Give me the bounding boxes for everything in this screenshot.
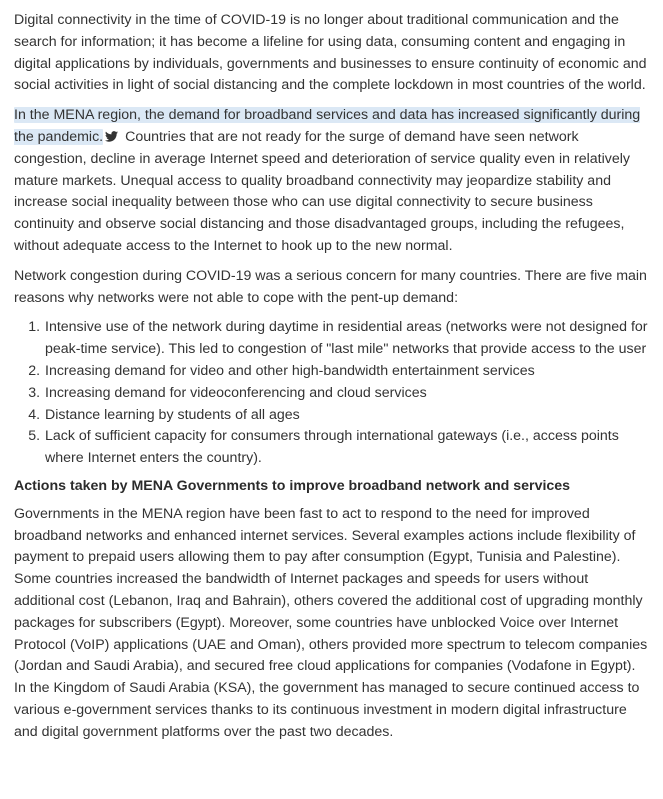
list-item: 5. Lack of sufficient capacity for consumers through international gateways (i.e., access points where Internet enters the country). — [44, 426, 649, 470]
congestion-paragraph: Network congestion during COVID-19 was a serious concern for many countries. There are five main reasons why networks were not able to cope with the pent-up demand: — [14, 267, 647, 306]
tweetable-quote[interactable]: In the MENA region, the demand for broadband services and data has increased significantly during the pandemic. — [14, 107, 641, 145]
list-item: 3. Increasing demand for videoconferencing and cloud services — [44, 383, 649, 405]
list-item: 4. Distance learning by students of all ages — [44, 405, 649, 427]
paragraph-continuation: Countries that are not ready for the surge of demand have seen network congestion, decline in average Internet speed and deterioration of service quality even in relatively mature markets. Unequal access to quality broadband connectivity may jeopardize stability and increase social inequality between those who can use digital connectivity to secure business continuity and observe social distancing and those disadvantaged groups, including the refugees, without adequate access to the Internet to hook up to the new normal. — [14, 128, 630, 254]
reasons-list — [14, 317, 649, 470]
list-item: 2. Increasing demand for video and other high-bandwidth entertainment services — [44, 361, 649, 383]
actions-paragraph: Governments in the MENA region have been fast to act to respond to the need for improved broadband networks and enhanced internet services. Several examples actions include flexibility of payment to prepaid users allowing them to pay after consumption (Egypt, Tunisia and Palestine). Some countries increased the bandwidth of Internet packages and speeds for users without additional cost (Lebanon, Iraq and Bahrain), others covered the additional cost of upgrading monthly packages for subscribers (Egypt). Moreover, some countries have unblocked Voice over Internet Protocol (VoIP) applications (UAE and Oman), others provided more spectrum to telecom companies (Jordan and Saudi Arabia), and secured free cloud applications for companies (Vodafone in Egypt). In the Kingdom of Saudi Arabia (KSA), the government has managed to secure continued access to various e-government services thanks to its continuous investment in modern digital infrastructure and digital government platforms over the past two decades. — [14, 505, 648, 740]
list-item: 1. Intensive use of the network during daytime in residential areas (networks were not designed for peak-time service). This led to congestion of "last mile" networks that provide access to the user — [44, 317, 649, 361]
intro-paragraph: Digital connectivity in the time of COVID-19 is no longer about traditional communication and the search for information; it has become a lifeline for using data, consuming content and engaging in digital applications by individuals, governments and businesses to ensure continuity of economic and social activities in light of social distancing and the complete lockdown in most countries of the world. — [14, 12, 647, 94]
tweetable-paragraph — [14, 105, 649, 258]
twitter-bird-icon[interactable] — [105, 131, 118, 142]
section-heading: Actions taken by MENA Governments to improve broadband network and services — [14, 477, 571, 494]
